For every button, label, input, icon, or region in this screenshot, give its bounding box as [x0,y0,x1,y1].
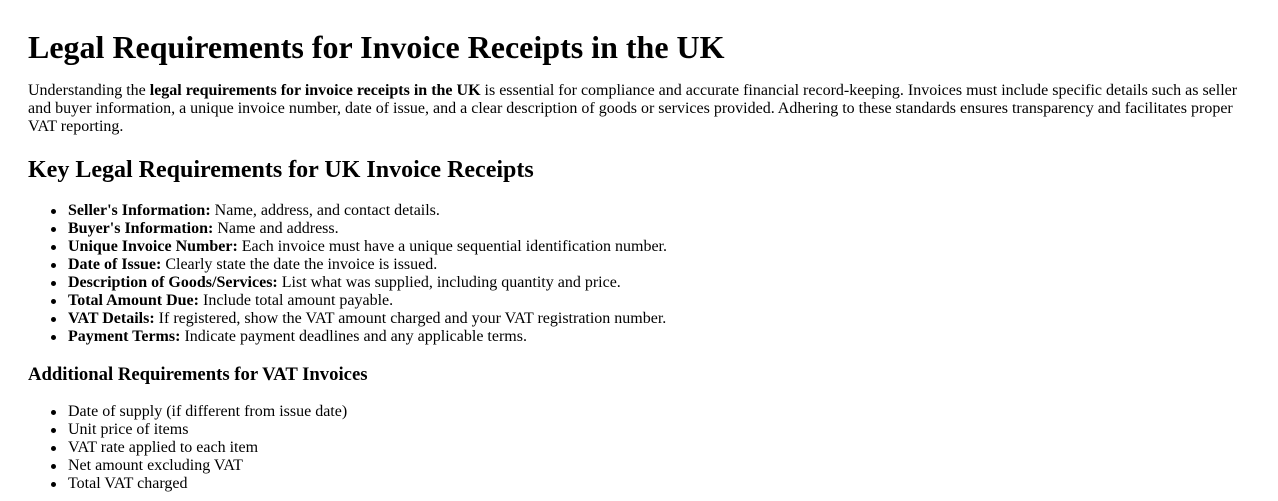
list-item [68,202,1250,220]
bullet-icon [51,464,56,469]
intro-text-after: is essential for compliance and accurate financial record-keeping. Invoices must include specific details such as seller and buyer information, a unique invoice number, date of issue, and a clear description of goods or services provided. Adhering to these standards ensures transparency and facilitates proper VAT reporting. [28,82,1238,135]
list-item-text: If registered, show the VAT amount charged and your VAT registration number. [154,310,667,327]
bullet-icon [51,482,56,487]
bullet-icon [51,227,56,232]
list-item-text: Name and address. [213,220,339,237]
list-item [68,421,1250,439]
intro-paragraph [28,82,1250,136]
list-item-text: Name, address, and contact details. [210,202,440,219]
list-item [68,292,1250,310]
bullet-icon [51,428,56,433]
list-item-text: Clearly state the date the invoice is issued. [161,256,438,273]
bullet-icon [51,317,56,322]
list-item [68,274,1250,292]
list-item-term: Unique Invoice Number: [68,238,238,255]
vat-requirements-list [28,403,1250,493]
list-item-term: Payment Terms: [68,328,181,345]
intro-text-bold: legal requirements for invoice receipts in the UK [149,82,481,99]
list-item [68,310,1250,328]
list-item [68,403,1250,421]
intro-text-before: Understanding the [28,82,150,99]
list-item [68,220,1250,238]
bullet-icon [51,410,56,415]
list-item [68,328,1250,346]
list-item [68,457,1250,475]
list-item-term: VAT Details: [68,310,155,327]
bullet-icon [51,299,56,304]
bullet-icon [51,335,56,340]
list-item-term: Seller's Information: [68,202,211,219]
list-item-text: VAT rate applied to each item [68,439,259,456]
list-item-text: Each invoice must have a unique sequential identification number. [237,238,667,255]
list-item-text: Indicate payment deadlines and any applicable terms. [180,328,527,345]
bullet-icon [51,263,56,268]
list-item [68,256,1250,274]
bullet-icon [51,245,56,250]
list-item-text: Date of supply (if different from issue date) [68,403,348,420]
list-item-term: Buyer's Information: [68,220,214,237]
list-item-term: Description of Goods/Services: [68,274,278,291]
list-item-term: Date of Issue: [68,256,162,273]
list-item [68,238,1250,256]
list-item [68,475,1250,493]
list-item-text: Net amount excluding VAT [68,457,243,474]
bullet-icon [51,446,56,451]
key-requirements-heading: Key Legal Requirements for UK Invoice Receipts [28,157,534,183]
list-item-term: Total Amount Due: [68,292,199,309]
page-title: Legal Requirements for Invoice Receipts in the UK [28,29,725,65]
list-item-text: Unit price of items [68,421,189,438]
list-item [68,439,1250,457]
list-item-text: Include total amount payable. [198,292,394,309]
bullet-icon [51,281,56,286]
vat-requirements-heading: Additional Requirements for VAT Invoices [28,364,368,385]
list-item-text: List what was supplied, including quantity and price. [277,274,621,291]
key-requirements-list [28,202,1250,346]
list-item-text: Total VAT charged [68,475,188,492]
bullet-icon [51,209,56,214]
